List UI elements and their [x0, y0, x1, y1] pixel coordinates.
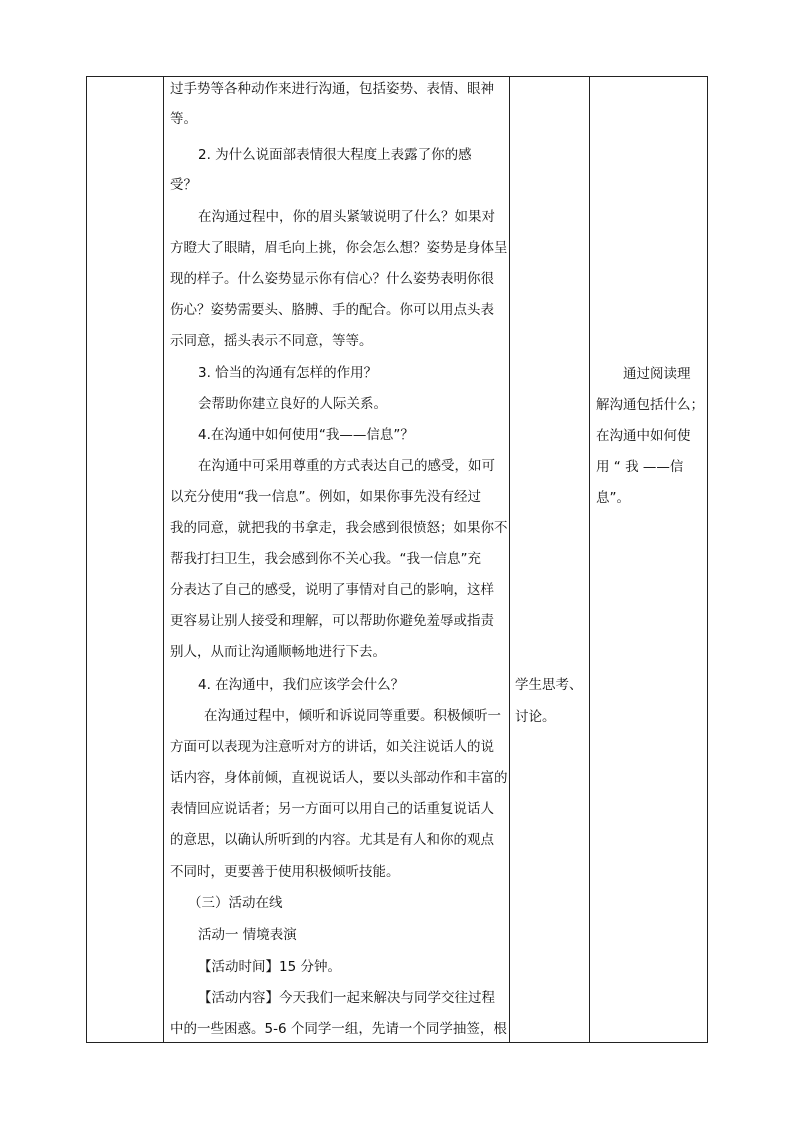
question-4b-heading: 4. 在沟通中，我们应该学会什么？ [198, 677, 405, 693]
content-line: 的意思，以确认所听到的内容。尤其是有人和你的观点 [170, 832, 494, 848]
content-line: 中的一些困惑。5-6 个同学一组，先请一个同学抽签，根 [170, 1021, 507, 1037]
design-intent-line: 用 “ 我 ——信 [596, 459, 684, 475]
content-line: 方面可以表现为注意听对方的讲话，如关注说话人的说 [170, 739, 494, 755]
content-line: 方瞪大了眼睛，眉毛向上挑，你会怎么想？姿势是身体呈 [170, 240, 508, 256]
content-line: 等。 [170, 111, 197, 127]
table-border-bottom [86, 1042, 708, 1043]
column-divider-2 [509, 76, 510, 1043]
column-divider-1 [163, 76, 164, 1043]
activity-content: 【活动内容】今天我们一起来解决与同学交往过程 [198, 990, 495, 1006]
section-heading: （三）活动在线 [188, 895, 283, 911]
content-line: 会帮助你建立良好的人际关系。 [198, 396, 387, 412]
content-line: 受？ [170, 177, 197, 193]
content-line: 以充分使用“我一信息”。例如，如果你事先没有经过 [170, 489, 481, 505]
design-intent-line: 解沟通包括什么； [596, 397, 704, 413]
content-line: 我的同意，就把我的书拿走，我会感到很愤怒；如果你不 [170, 520, 508, 536]
process-label-cell [87, 77, 163, 1042]
content-line: 示同意，摇头表示不同意，等等。 [170, 333, 373, 349]
content-line: 不同时，更要善于使用积极倾听技能。 [170, 864, 400, 880]
question-2-heading: 2. 为什么说面部表情很大程度上表露了你的感 [198, 147, 472, 163]
content-line: 分表达了自己的感受，说明了事情对自己的影响，这样 [170, 582, 494, 598]
content-line: 更容易让别人接受和理解，可以帮助你避免羞辱或指责 [170, 613, 494, 629]
student-activity-line: 讨论。 [515, 709, 556, 725]
activity-heading: 活动一 情境表演 [198, 927, 297, 943]
question-4-heading: 4.在沟通中如何使用“我——信息”？ [198, 427, 414, 443]
design-intent-line: 通过阅读理 [623, 366, 691, 382]
design-intent-line: 在沟通中如何使 [596, 428, 691, 444]
question-3-heading: 3. 恰当的沟通有怎样的作用？ [198, 365, 378, 381]
content-line: 伤心？姿势需要头、胳膊、手的配合。你可以用点头表 [170, 302, 494, 318]
content-line: 话内容，身体前倾，直视说话人，要以头部动作和丰富的 [170, 770, 508, 786]
student-activity-line: 学生思考、 [515, 677, 583, 693]
activity-time: 【活动时间】15 分钟。 [198, 959, 341, 975]
content-line: 在沟通过程中，倾听和诉说同等重要。积极倾听一 [204, 708, 501, 724]
table-border-right [707, 76, 708, 1043]
content-line: 别人，从而让沟通顺畅地进行下去。 [170, 644, 386, 660]
column-divider-3 [589, 76, 590, 1043]
content-line: 帮我打扫卫生，我会感到你不关心我。“我一信息”充 [170, 551, 481, 567]
content-line: 表情回应说话者；另一方面可以用自己的话重复说话人 [170, 801, 494, 817]
table-border-top [86, 76, 708, 77]
content-line: 过手势等各种动作来进行沟通，包括姿势、表情、眼神 [170, 81, 494, 97]
content-line: 在沟通过程中，你的眉头紧皱说明了什么？如果对 [198, 209, 495, 225]
content-line: 现的样子。什么姿势显示你有信心？什么姿势表明你很 [170, 271, 494, 287]
design-intent-line: 息”。 [596, 490, 630, 506]
content-line: 在沟通中可采用尊重的方式表达自己的感受，如可 [198, 458, 495, 474]
